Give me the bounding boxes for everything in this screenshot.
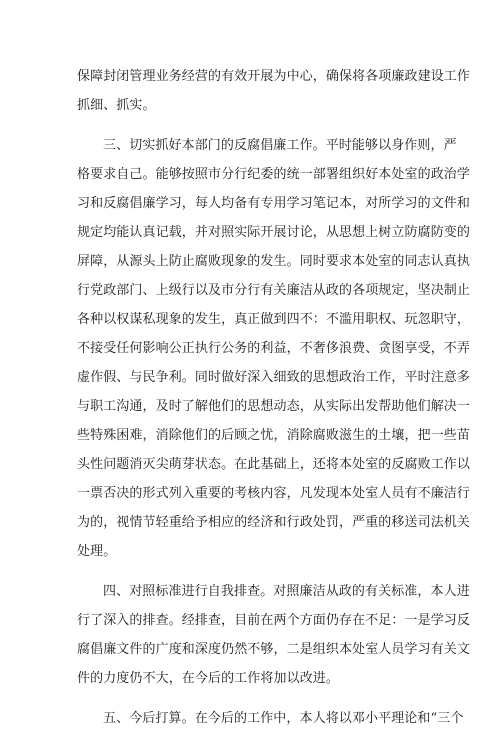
paragraph-line: 行党政部门、上级行以及市分行有关廉洁从政的各项规定，坚决制止 — [77, 283, 471, 298]
paragraph-line: 些特殊困难，消除他们的后顾之忧，消除腐败滋生的土壤，把一些苗 — [77, 428, 471, 443]
paragraph-line: 为的，视情节轻重给予相应的经济和行政处罚，严重的移送司法机关 — [77, 515, 471, 530]
paragraph-line: 四、对照标准进行自我排查。对照廉洁从政的有关标准，本人进 — [103, 584, 470, 599]
paragraph-2 — [77, 131, 471, 566]
paragraph-line: 抓细、抓实。 — [77, 98, 156, 113]
paragraph-1 — [77, 62, 471, 120]
document-body — [77, 62, 471, 733]
paragraph-line: 一票否决的形式列入重要的考核内容，凡发现本处室人员有不廉洁行 — [77, 486, 471, 501]
paragraph-line: 习和反腐倡廉学习，每人均备有专用学习笔记本，对所学习的文件和 — [77, 196, 471, 211]
paragraph-line: 五、今后打算。在今后的工作中，本人将以邓小平理论和“三个 — [103, 711, 464, 726]
paragraph-line: 腐倡廉文件的广度和深度仍然不够，二是组织本处室人员学习有关文 — [77, 642, 471, 657]
paragraph-line: 件的力度仍不大，在今后的工作将加以改进。 — [77, 671, 340, 686]
paragraph-line: 处理。 — [77, 544, 117, 559]
paragraph-line: 不接受任何影响公正执行公务的利益，不奢侈浪费、贪图享受，不弄 — [77, 341, 471, 356]
paragraph-line: 规定均能认真记载，并对照实际开展讨论，从思想上树立防腐防变的 — [77, 225, 471, 240]
paragraph-line: 行了深入的排查。经排查，目前在两个方面仍存在不足：一是学习反 — [77, 613, 471, 628]
paragraph-line: 虚作假、与民争利。同时做好深入细致的思想政治工作，平时注意多 — [77, 370, 471, 385]
paragraph-line: 三、切实抓好本部门的反腐倡廉工作。平时能够以身作则，严 — [103, 138, 457, 153]
paragraph-3 — [77, 577, 471, 693]
paragraph-4 — [77, 704, 464, 733]
paragraph-line: 各种以权谋私现象的发生，真正做到四不：不滥用职权、玩忽职守， — [77, 312, 471, 327]
paragraph-line: 头性问题消灭尖萌芽状态。在此基础上，还将本处室的反腐败工作以 — [77, 457, 471, 472]
paragraph-line: 保障封闭管理业务经营的有效开展为中心，确保将各项廉政建设工作 — [77, 69, 471, 84]
paragraph-line: 格要求自己。能够按照市分行纪委的统一部署组织好本处室的政治学 — [77, 167, 471, 182]
paragraph-line: 与职工沟通，及时了解他们的思想动态，从实际出发帮助他们解决一 — [77, 399, 471, 414]
paragraph-line: 屏障，从源头上防止腐败现象的发生。同时要求本处室的同志认真执 — [77, 254, 471, 269]
